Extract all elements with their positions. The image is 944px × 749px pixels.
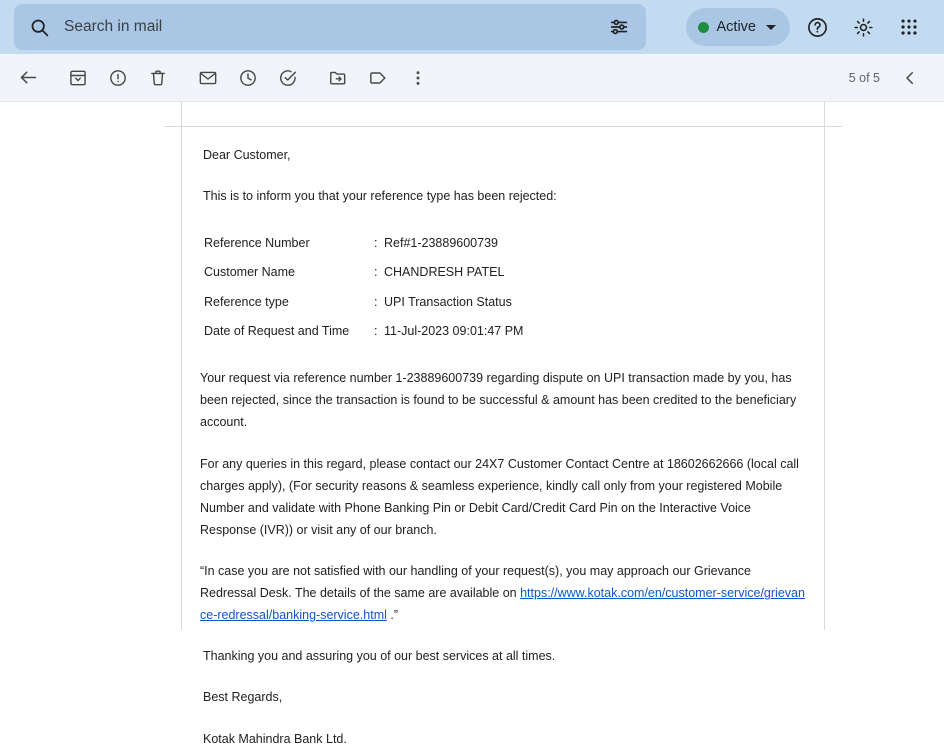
status-indicator-dot [698,22,709,33]
search-icon [28,16,50,38]
table-row [204,288,523,317]
move-folder-icon[interactable] [318,58,358,98]
field-label: Customer Name [204,265,295,280]
email-thanks-line: Thanking you and assuring you of our best services at all times. [203,649,556,663]
grievance-text-pre: “In case you are not satisfied with our handling of your request(s), you may approach our Grievance Redressal Desk. The details of the same are available on [200,564,751,601]
message-toolbar [0,54,944,102]
status-chip[interactable] [686,8,791,46]
gear-icon[interactable] [844,8,882,46]
field-value: Ref#1-23889600739 [384,235,498,250]
message-counter: 5 of 5 [848,70,880,85]
more-vertical-icon[interactable] [398,58,438,98]
pagination-controls [849,58,936,98]
email-paragraph-queries: For any queries in this regard, please contact our 24X7 Customer Contact Centre at 18602662666 (local call charges apply), (For security reasons & seamless experience, kindly call only from your registered Mobile Number and validate with Phone Banking Pin or Debit Card/Credit Card Pin on the Interactive Voice Response (IVR)) or visit any of our branch. [200,456,799,537]
mail-icon[interactable] [188,58,228,98]
email-intro-line: This is to inform you that your reference type has been rejected: [203,189,557,204]
field-value: 11-Jul-2023 09:01:47 PM [384,323,524,338]
field-colon: : [374,235,378,250]
label-tag-icon[interactable] [358,58,398,98]
task-check-icon[interactable] [268,58,308,98]
field-colon: : [374,294,378,309]
field-colon: : [374,265,378,280]
grievance-text-post: .” [386,608,398,623]
email-signature: Kotak Mahindra Bank Ltd. [203,731,347,746]
message-content-area [0,102,944,746]
top-search-bar [0,0,944,54]
top-bar-actions [686,8,931,46]
body-divider [164,126,842,127]
report-spam-icon[interactable] [98,58,138,98]
field-value: UPI Transaction Status [384,294,512,309]
archive-icon[interactable] [58,58,98,98]
table-row [204,229,523,258]
help-circle-icon[interactable] [798,8,836,46]
email-paragraph-grievance [200,561,806,627]
chevron-left-icon[interactable] [890,58,930,98]
status-label: Active [716,19,756,35]
field-value: CHANDRESH PATEL [384,265,505,280]
apps-grid-icon[interactable] [890,8,928,46]
table-row [204,317,523,346]
email-body-panel [181,102,825,746]
email-regards: Best Regards, [203,690,283,705]
chevron-down-icon [766,25,776,30]
email-paragraph-rejection: Your request via reference number 1-23889600739 regarding dispute on UPI transaction made by you, has been rejected, since the transaction is found to be successful & amount has been credited to the beneficiary account. [200,371,797,429]
field-label: Reference type [204,294,289,309]
field-label: Date of Request and Time [204,323,350,338]
search-options-icon[interactable] [606,14,632,40]
trash-icon[interactable] [138,58,178,98]
email-greeting: Dear Customer, [203,148,291,162]
back-arrow-icon[interactable] [8,58,48,98]
grievance-redressal-link[interactable]: https://www.kotak.com/en/customer-service/grievance-redressal/banking-service.html [200,586,805,623]
search-input[interactable] [50,17,606,37]
email-body-text [200,102,806,749]
clock-icon[interactable] [228,58,268,98]
field-colon: : [374,323,378,338]
search-box[interactable] [14,4,646,50]
email-details-table [204,229,523,347]
field-label: Reference Number [204,235,310,250]
table-row [204,258,523,287]
